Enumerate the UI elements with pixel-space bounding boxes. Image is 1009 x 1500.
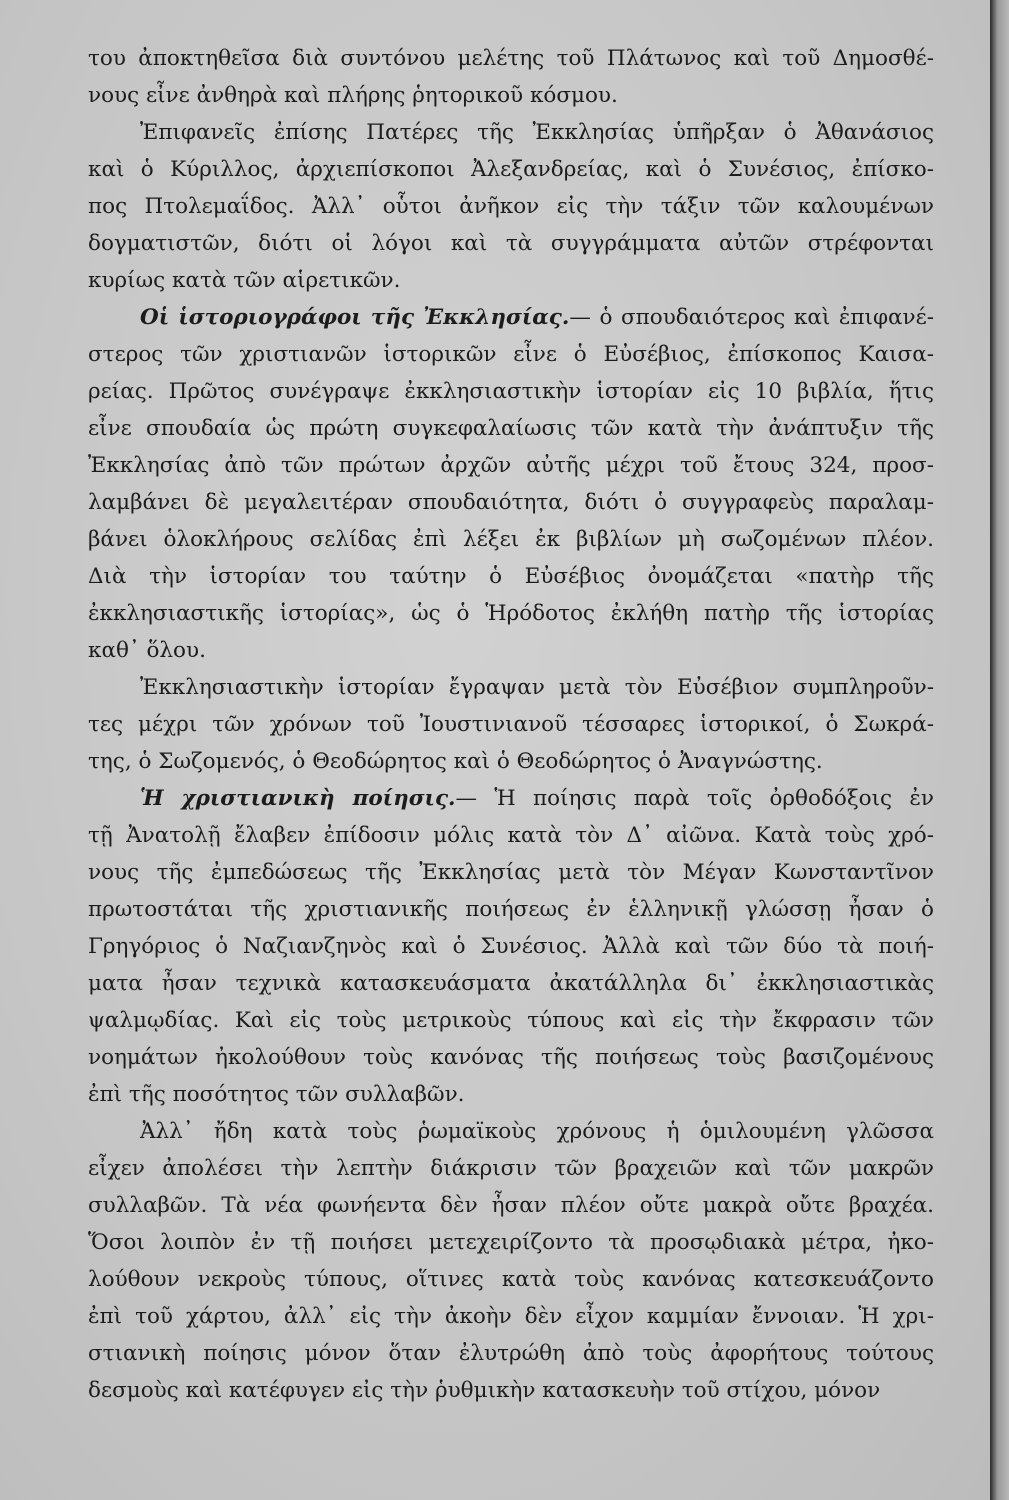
text-line: συλλαβῶν. Τὰ νέα φωνήεντα δὲν ἦσαν πλέον οὔτε μακρὰ οὔτε βραχέα.: [88, 1193, 934, 1218]
page-text: [88, 40, 934, 1409]
text-line: πος Πτολεμαΐδος. Ἀλλ᾽ οὗτοι ἀνῆκον εἰς τὴν τάξιν τῶν καλουμένων: [88, 194, 934, 219]
text-line: [88, 299, 934, 336]
text-line: νους εἶνε ἀνθηρὰ καὶ πλήρης ῥητορικοῦ κόσμου.: [88, 83, 618, 108]
text-line: ἐπὶ τοῦ χάρτου, ἀλλ᾽ εἰς τὴν ἀκοὴν δὲν εἶχον καμμίαν ἔννοιαν. Ἡ χρι-: [88, 1304, 934, 1329]
text-line: ἐκκλησιαστικῆς ἱστορίας», ὡς ὁ Ἡρόδοτος ἐκλήθη πατὴρ τῆς ἱστορίας: [88, 601, 934, 626]
text-line: βάνει ὁλοκλήρους σελίδας ἐπὶ λέξει ἐκ βιβλίων μὴ σωζομένων πλέον.: [88, 527, 934, 552]
text-line: πρωτοστάται τῆς χριστιανικῆς ποιήσεως ἐν ἑλληνικῇ γλώσσῃ ἦσαν ὁ: [88, 897, 934, 922]
text-line: του ἀποκτηθεῖσα διὰ συντόνου μελέτης τοῦ Πλάτωνος καὶ τοῦ Δημοσθέ-: [88, 46, 934, 71]
text-line: εἶχεν ἀπολέσει τὴν λεπτὴν διάκρισιν τῶν βραχειῶν καὶ τῶν μακρῶν: [88, 1156, 934, 1181]
text-line: δογματιστῶν, διότι οἱ λόγοι καὶ τὰ συγγράμματα αὐτῶν στρέφονται: [88, 231, 934, 256]
text-line: στιανικὴ ποίησις μόνον ὅταν ἐλυτρώθη ἀπὸ τοὺς ἀφορήτους τούτους: [88, 1341, 934, 1366]
text-line: λαμβάνει δὲ μεγαλειτέραν σπουδαιότητα, διότι ὁ συγγραφεὺς παραλαμ-: [88, 490, 934, 515]
text-line: ρείας. Πρῶτος συνέγραψε ἐκκλησιαστικὴν ἱστορίαν εἰς 10 βιβλία, ἥτις: [88, 379, 934, 404]
text-line: δεσμοὺς καὶ κατέφυγεν εἰς τὴν ῥυθμικὴν κατασκευὴν τοῦ στίχου, μόνον: [88, 1378, 881, 1403]
text-line: Διὰ τὴν ἱστορίαν του ταύτην ὁ Εὐσέβιος ὀνομάζεται «πατὴρ τῆς: [88, 564, 934, 589]
section-heading: Ἡ χριστιανικὴ ποίησις.: [140, 786, 456, 811]
paragraph-5: [88, 780, 934, 1113]
paragraph-4: [88, 669, 934, 780]
text-line: ψαλμῳδίας. Καὶ εἰς τοὺς μετρικοὺς τύπους καὶ εἰς τὴν ἔκφρασιν τῶν: [88, 1008, 934, 1033]
text-line: Ἐκκλησιαστικὴν ἱστορίαν ἔγραψαν μετὰ τὸν Εὐσέβιον συμπληροῦν-: [140, 675, 934, 700]
text-line: Ἐπιφανεῖς ἐπίσης Πατέρες τῆς Ἐκκλησίας ὑπῆρξαν ὁ Ἀθανάσιος: [140, 120, 934, 145]
text-line: Γρηγόριος ὁ Ναζιανζηνὸς καὶ ὁ Συνέσιος. Ἀλλὰ καὶ τῶν δύο τὰ ποιή-: [88, 934, 934, 959]
paragraph-6: [88, 1113, 934, 1409]
text-line: νοημάτων ἠκολούθουν τοὺς κανόνας τῆς ποιήσεως τοὺς βασιζομένους: [88, 1045, 934, 1070]
text-line-rest: — Ἡ ποίησις παρὰ τοῖς ὀρθοδόξοις ἐν: [455, 786, 934, 811]
text-line: στερος τῶν χριστιανῶν ἱστορικῶν εἶνε ὁ Εὐσέβιος, ἐπίσκοπος Καισα-: [88, 342, 934, 367]
text-line: Ὅσοι λοιπὸν ἐν τῇ ποιήσει μετεχειρίζοντο τὰ προσῳδιακὰ μέτρα, ἠκο-: [88, 1230, 934, 1255]
text-line-rest: — ὁ σπουδαιότερος καὶ ἐπιφανέ-: [569, 305, 934, 330]
text-line: της, ὁ Σωζομενός, ὁ Θεοδώρητος καὶ ὁ Θεοδώρητος ὁ Ἀναγνώστης.: [88, 749, 823, 774]
text-line: τῇ Ἀνατολῇ ἔλαβεν ἐπίδοσιν μόλις κατὰ τὸν Δ᾽ αἰῶνα. Κατὰ τοὺς χρό-: [88, 823, 934, 848]
text-line: καθ᾽ ὅλου.: [88, 638, 206, 663]
section-heading: Οἱ ἱστοριογράφοι τῆς Ἐκκλησίας.: [140, 305, 570, 330]
text-line: ματα ἦσαν τεχνικὰ κατασκευάσματα ἀκατάλληλα δι᾽ ἐκκλησιαστικὰς: [88, 971, 934, 996]
text-line: Ἐκκλησίας ἀπὸ τῶν πρώτων ἀρχῶν αὐτῆς μέχρι τοῦ ἔτους 324, προσ-: [88, 453, 934, 478]
paragraph-3: [88, 299, 934, 669]
text-line: ἐπὶ τῆς ποσότητος τῶν συλλαβῶν.: [88, 1082, 465, 1107]
paragraph-2: [88, 114, 934, 299]
text-line: καὶ ὁ Κύριλλος, ἀρχιεπίσκοποι Ἀλεξανδρείας, καὶ ὁ Συνέσιος, ἐπίσκο-: [88, 157, 934, 182]
text-line: κυρίως κατὰ τῶν αἱρετικῶν.: [88, 268, 401, 293]
text-line: εἶνε σπουδαία ὡς πρώτη συγκεφαλαίωσις τῶν κατὰ τὴν ἀνάπτυξιν τῆς: [88, 416, 934, 441]
book-spine-edge: [990, 0, 1009, 1500]
text-line: Ἀλλ᾽ ἤδη κατὰ τοὺς ῥωμαϊκοὺς χρόνους ἡ ὁμιλουμένη γλῶσσα: [140, 1119, 934, 1144]
paragraph-1: [88, 40, 934, 114]
text-line: λούθουν νεκροὺς τύπους, οἵτινες κατὰ τοὺς κανόνας κατεσκευάζοντο: [88, 1267, 934, 1292]
text-line: νους τῆς ἐμπεδώσεως τῆς Ἐκκλησίας μετὰ τὸν Μέγαν Κωνσταντῖνον: [88, 860, 934, 885]
text-line: [88, 780, 934, 817]
text-line: τες μέχρι τῶν χρόνων τοῦ Ἰουστινιανοῦ τέσσαρες ἱστορικοί, ὁ Σωκρά-: [88, 712, 934, 737]
